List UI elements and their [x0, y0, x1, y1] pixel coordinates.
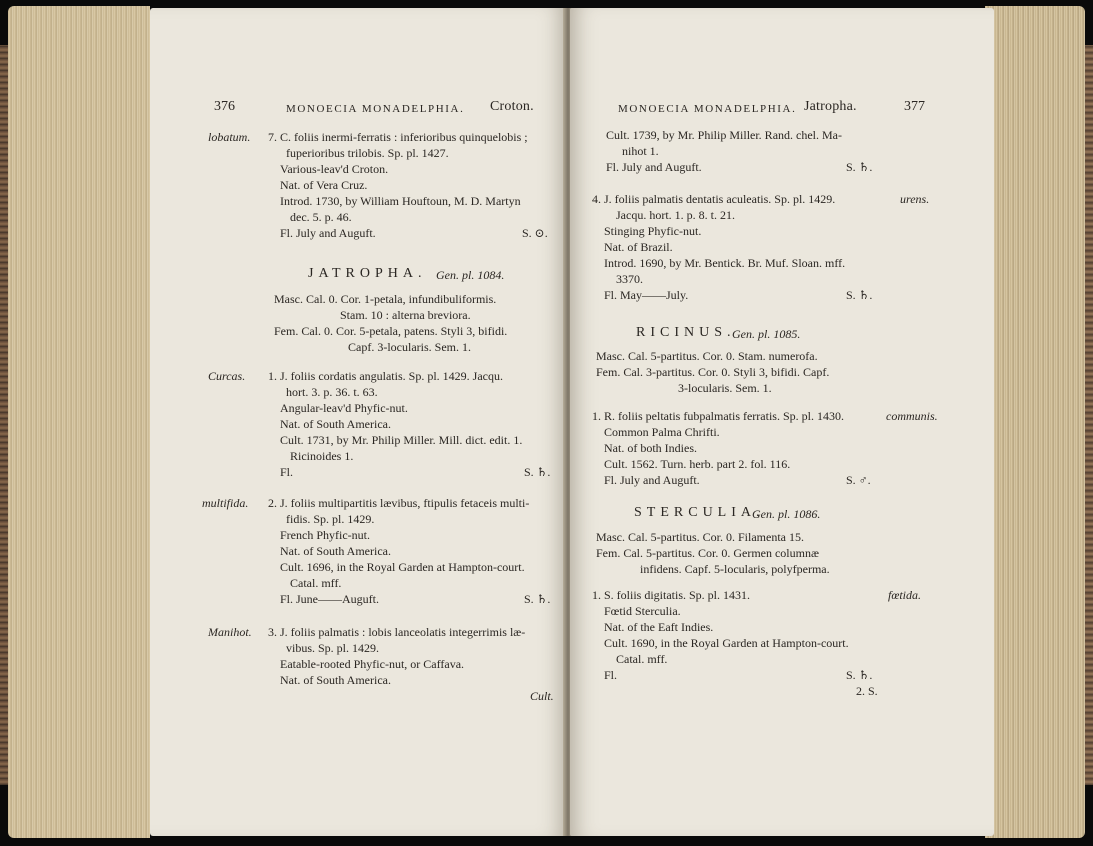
entry-line: 1. S. foliis digitatis. Sp. pl. 1431. — [592, 588, 751, 602]
entry-line: Cult. 1739, by Mr. Philip Miller. Rand. chel. Ma- — [606, 128, 842, 142]
genus-line: Fem. Cal. 3-partitus. Cor. 0. Styli 3, bifidi. Capf. — [596, 365, 830, 379]
entry-line: Common Palma Chrifti. — [604, 425, 720, 439]
catchword: 2. S. — [856, 684, 878, 698]
entry-line: Introd. 1690, by Mr. Bentick. Br. Muf. Sloan. mff. — [604, 256, 846, 270]
entry-line: Nat. of Brazil. — [604, 240, 673, 254]
entry-line: Nat. of both Indies. — [604, 441, 697, 455]
genus-line: Fem. Cal. 0. Cor. 5-petala, patens. Styli 3, bifidi. — [274, 324, 508, 338]
entry-line: hort. 3. p. 36. t. 63. — [286, 385, 378, 399]
entry-line: Catal. mff. — [290, 576, 342, 590]
entry-line: Nat. of South America. — [280, 673, 391, 687]
genus-line: Capf. 3-locularis. Sem. 1. — [348, 340, 471, 354]
entry-line: Various-leav'd Croton. — [280, 162, 389, 176]
entry-line: Nat. of South America. — [280, 417, 391, 431]
genus-heading: RICINUS. — [636, 325, 736, 340]
entry-line: 7. C. foliis inermi-ferratis : inferioribus quinquelobis ; — [268, 130, 528, 144]
entry-line: Stinging Phyfic-nut. — [604, 224, 702, 238]
genus-line: 3-locularis. Sem. 1. — [678, 381, 772, 395]
page-edges-left — [8, 6, 150, 838]
genus-line: Masc. Cal. 5-partitus. Cor. 0. Stam. numerofa. — [596, 349, 818, 363]
entry-line: Cult. 1696, in the Royal Garden at Hampton-court. — [280, 560, 525, 574]
entry-duration: S. ♄. — [524, 592, 551, 606]
entry-line: Cult. 1562. Turn. herb. part 2. fol. 116. — [604, 457, 791, 471]
entry-line: dec. 5. p. 46. — [290, 210, 352, 224]
margin-species-name: Curcas. — [208, 369, 246, 383]
genus-heading: STERCULIA. — [634, 505, 765, 520]
entry-line: vibus. Sp. pl. 1429. — [286, 641, 380, 655]
entry-line: 1. R. foliis peltatis fubpalmatis ferratis. Sp. pl. 1430. — [592, 409, 844, 423]
page-edges-right — [985, 6, 1085, 838]
entry-line: Fl. — [604, 668, 618, 682]
entry-line: Nat. of the Eaft Indies. — [604, 620, 714, 634]
entry-duration: S. ♂. — [846, 473, 871, 487]
entry-line: Fl. — [280, 465, 294, 479]
entry-line: Nat. of Vera Cruz. — [280, 178, 368, 192]
genus-reference: Gen. pl. 1086. — [752, 507, 821, 521]
entry-line: Cult. 1731, by Mr. Philip Miller. Mill. dict. edit. 1. — [280, 433, 523, 447]
running-head: MONOECIA MONADELPHIA. — [286, 103, 465, 115]
genus-reference: Gen. pl. 1084. — [436, 268, 505, 282]
entry-line: Fl. June——Auguft. — [280, 592, 379, 606]
entry-line: 3. J. foliis palmatis : lobis lanceolatis integerrimis læ- — [268, 625, 526, 639]
margin-species-name: Manihot. — [208, 625, 252, 639]
running-head-genus: Jatropha. — [804, 99, 857, 114]
genus-heading: JATROPHA. — [308, 266, 427, 281]
entry-line: Catal. mff. — [616, 652, 668, 666]
entry-line: Ricinoides 1. — [290, 449, 354, 463]
entry-line: Fœtid Sterculia. — [604, 604, 681, 618]
entry-line: fuperioribus trilobis. Sp. pl. 1427. — [286, 146, 449, 160]
entry-line: 3370. — [616, 272, 643, 286]
margin-species-name: urens. — [900, 192, 930, 206]
entry-line: French Phyfic-nut. — [280, 528, 370, 542]
margin-species-name: communis. — [886, 409, 938, 423]
entry-line: Jacqu. hort. 1. p. 8. t. 21. — [616, 208, 735, 222]
entry-duration: S. ♄. — [846, 160, 873, 174]
catchword: Cult. — [530, 689, 554, 703]
genus-line: Masc. Cal. 0. Cor. 1-petala, infundibuliformis. — [274, 292, 497, 306]
margin-species-name: lobatum. — [208, 130, 251, 144]
entry-duration: S. ♄. — [846, 668, 873, 682]
running-head: MONOECIA MONADELPHIA. — [618, 103, 797, 115]
genus-line: Masc. Cal. 5-partitus. Cor. 0. Filamenta 15. — [596, 530, 804, 544]
entry-line: 2. J. foliis multipartitis lævibus, ftipulis fetaceis multi- — [268, 496, 530, 510]
margin-species-name: fœtida. — [888, 588, 922, 602]
genus-reference: Gen. pl. 1085. — [732, 327, 801, 341]
entry-duration: S. ⊙. — [522, 226, 548, 240]
entry-duration: S. ♄. — [524, 465, 551, 479]
entry-duration: S. ♄. — [846, 288, 873, 302]
entry-line: Angular-leav'd Phyfic-nut. — [280, 401, 408, 415]
genus-line: Fem. Cal. 5-partitus. Cor. 0. Germen columnæ — [596, 546, 819, 560]
entry-line: Fl. May——July. — [604, 288, 689, 302]
entry-line: Fl. July and Auguft. — [606, 160, 702, 174]
entry-line: 1. J. foliis cordatis angulatis. Sp. pl. 1429. Jacqu. — [268, 369, 503, 383]
entry-line: fidis. Sp. pl. 1429. — [286, 512, 375, 526]
genus-line: Stam. 10 : alterna breviora. — [340, 308, 471, 322]
entry-line: 4. J. foliis palmatis dentatis aculeatis. Sp. pl. 1429. — [592, 192, 836, 206]
page-number: 377 — [904, 99, 925, 114]
entry-line: Fl. July and Auguft. — [280, 226, 376, 240]
entry-line: nihot 1. — [622, 144, 659, 158]
page-number: 376 — [214, 99, 235, 114]
entry-line: Fl. July and Auguft. — [604, 473, 700, 487]
left-page — [150, 8, 566, 836]
entry-line: Introd. 1730, by William Houftoun, M. D. Martyn — [280, 194, 521, 208]
right-page — [570, 8, 994, 836]
entry-line: Eatable-rooted Phyfic-nut, or Caffava. — [280, 657, 465, 671]
entry-line: Nat. of South America. — [280, 544, 391, 558]
genus-line: infidens. Capf. 5-locularis, polyfperma. — [640, 562, 830, 576]
running-head-genus: Croton. — [490, 99, 534, 114]
entry-line: Cult. 1690, in the Royal Garden at Hampton-court. — [604, 636, 849, 650]
margin-species-name: multifida. — [202, 496, 249, 510]
